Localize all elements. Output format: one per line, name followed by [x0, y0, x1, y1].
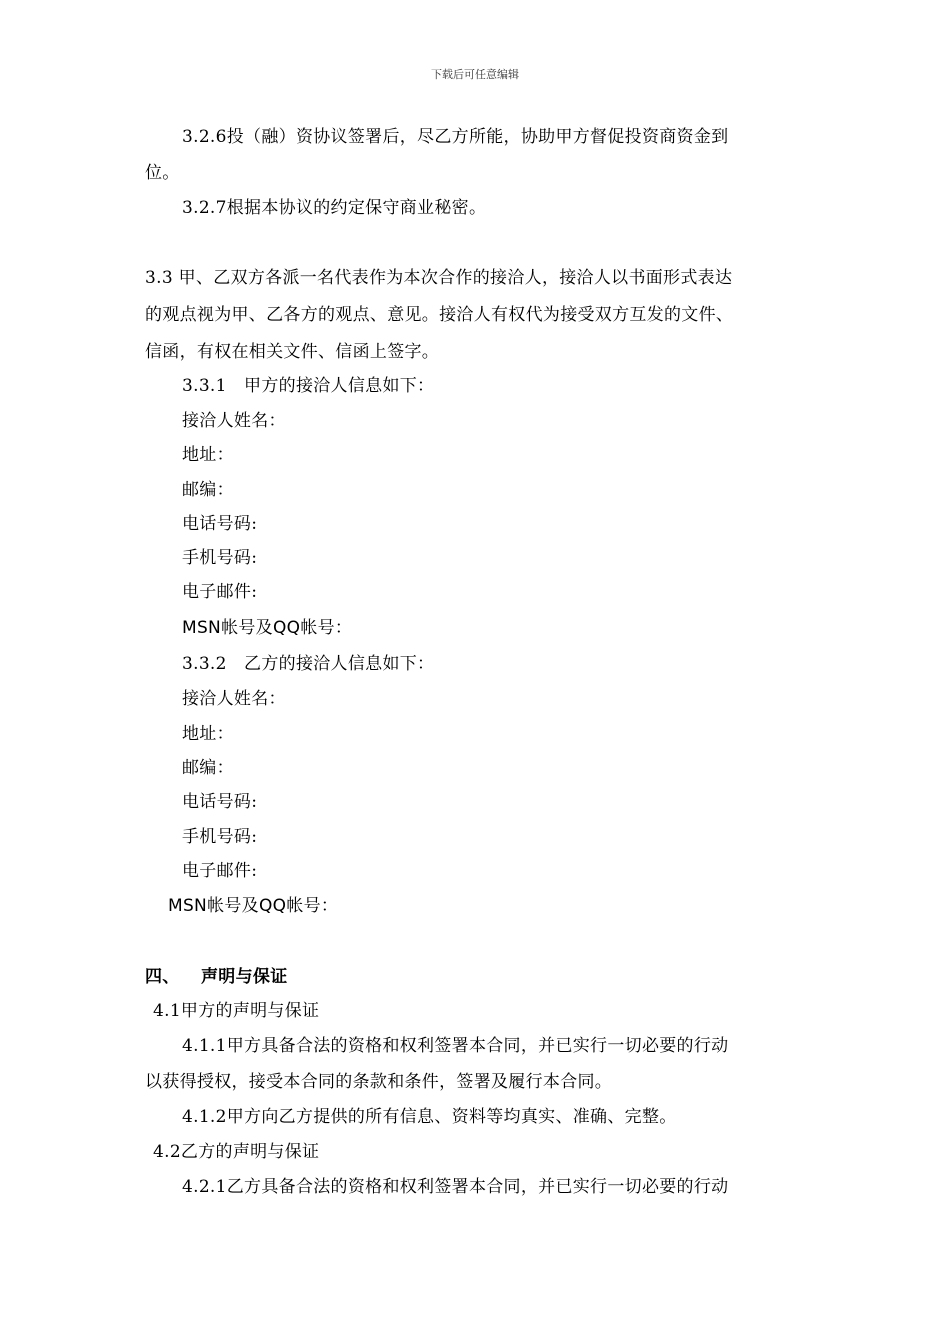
section-4-heading: [145, 965, 288, 989]
party-a-mobile: 手机号码:: [182, 548, 258, 568]
party-b-address: 地址：: [182, 724, 234, 744]
party-a-phone: 电话号码:: [182, 514, 258, 534]
party-b-email: 电子邮件:: [182, 861, 258, 881]
section-4-number: 四、: [145, 967, 180, 987]
clause-4-2-1-line-1: 4.2.1乙方具备合法的资格和权利签署本合同，并已实行一切必要的行动: [182, 1177, 729, 1197]
clause-3-3-1-title: 3.3.1 甲方的接洽人信息如下：: [182, 376, 435, 396]
clause-3-2-7: 3.2.7根据本协议的约定保守商业秘密。: [182, 198, 487, 218]
party-a-postcode: 邮编：: [182, 480, 234, 500]
party-b-mobile: 手机号码:: [182, 827, 258, 847]
party-a-address: 地址：: [182, 445, 234, 465]
party-a-email: 电子邮件:: [182, 582, 258, 602]
clause-3-3-2-title: 3.3.2 乙方的接洽人信息如下：: [182, 654, 435, 674]
party-b-msn-qq: MSN帐号及QQ帐号：: [168, 896, 339, 916]
section-4-title: 声明与保证: [201, 967, 288, 987]
clause-4-1-2: 4.1.2甲方向乙方提供的所有信息、资料等均真实、准确、完整。: [182, 1107, 677, 1127]
clause-3-3-line-2: 的观点视为甲、乙各方的观点、意见。接洽人有权代为接受双方互发的文件、: [145, 305, 734, 325]
clause-3-2-6-line-1: 3.2.6投（融）资协议签署后，尽乙方所能，协助甲方督促投资商资金到: [182, 127, 729, 147]
party-b-contact-name: 接洽人姓名：: [182, 689, 286, 709]
clause-3-3-line-1: 3.3 甲、乙双方各派一名代表作为本次合作的接洽人，接洽人以书面形式表达: [145, 268, 733, 288]
party-a-msn-qq: MSN帐号及QQ帐号：: [182, 618, 353, 638]
party-b-phone: 电话号码:: [182, 792, 258, 812]
clause-3-2-6-line-2: 位。: [145, 163, 180, 183]
party-b-postcode: 邮编：: [182, 758, 234, 778]
party-a-contact-name: 接洽人姓名：: [182, 411, 286, 431]
clause-4-1-1-line-1: 4.1.1甲方具备合法的资格和权利签署本合同，并已实行一切必要的行动: [182, 1036, 729, 1056]
clause-4-1-title: 4.1甲方的声明与保证: [153, 1001, 320, 1021]
clause-4-1-1-line-2: 以获得授权，接受本合同的条款和条件，签署及履行本合同。: [145, 1072, 613, 1092]
clause-4-2-title: 4.2乙方的声明与保证: [153, 1142, 320, 1162]
page-header: 下载后可任意编辑: [431, 68, 519, 81]
clause-3-3-line-3: 信函，有权在相关文件、信函上签字。: [145, 342, 440, 362]
